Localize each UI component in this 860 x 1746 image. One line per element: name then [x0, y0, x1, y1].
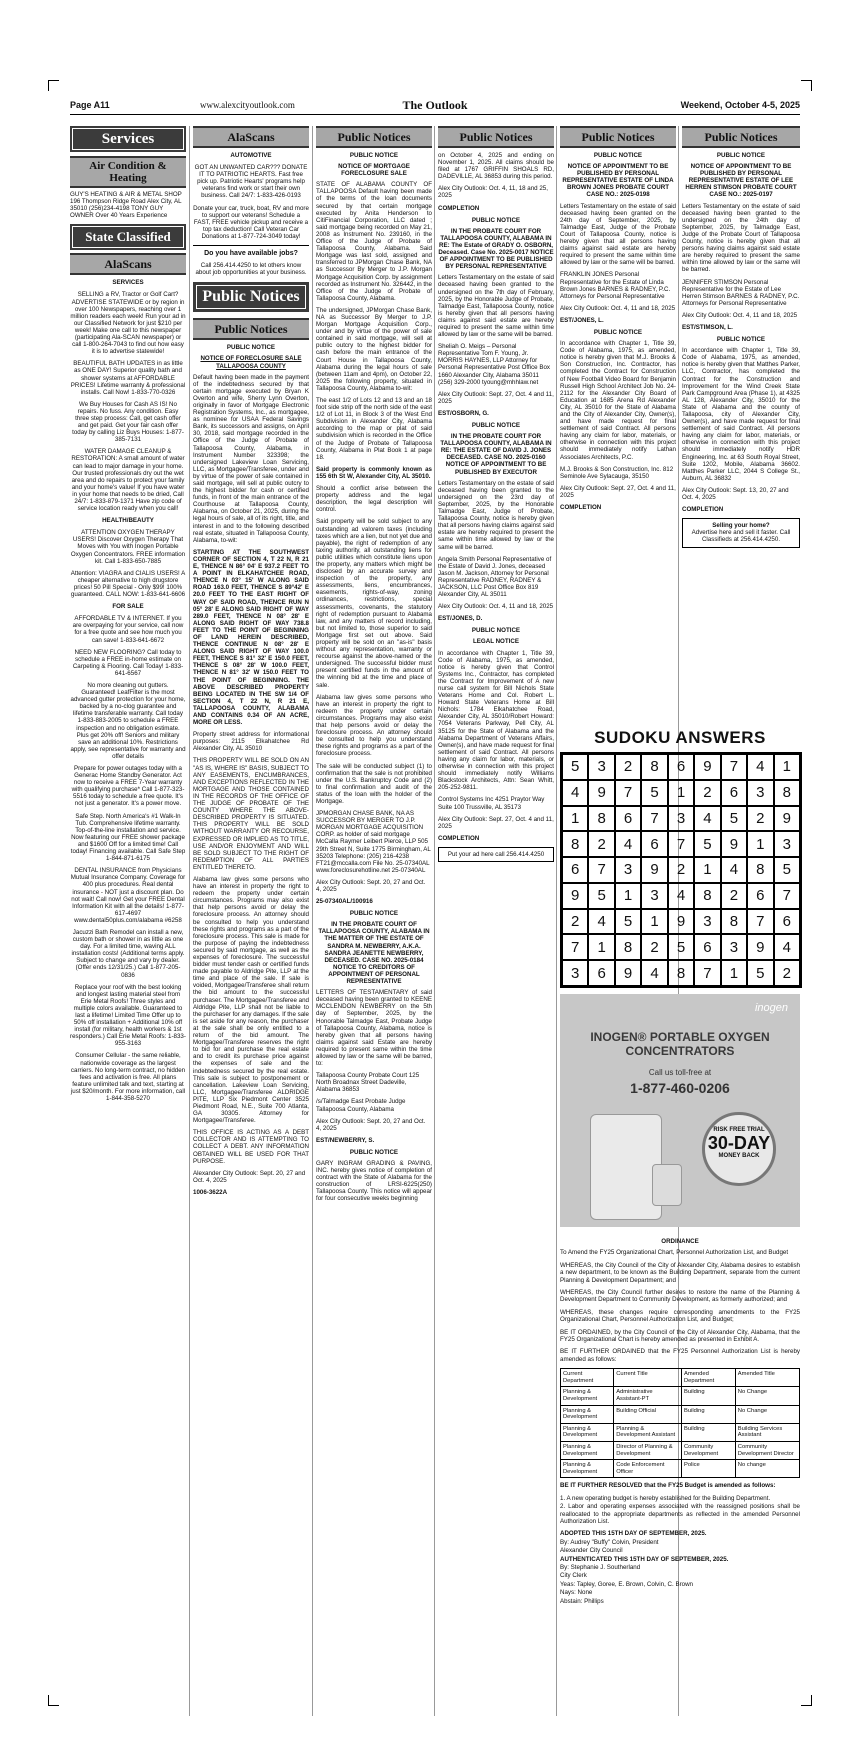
site-url[interactable]: www.alexcityoutlook.com: [200, 100, 295, 110]
sudoku-cell: 6: [615, 806, 641, 832]
table-row: [561, 1405, 800, 1423]
jobs-ad-title: Do you have available jobs?: [204, 250, 298, 258]
sudoku-cell: 7: [641, 806, 667, 832]
classified-ad: Safe Step. North America's #1 Walk-In Tub. Comprehensive lifetime warranty. Top-of-the-line installation and service. Now featuring our FREE shower package and $1600 Off for a limited time! Call today! Financing available. Call Safe Step 1-844-871-6175: [70, 812, 186, 863]
seal-bottom-text: MONEY BACK: [718, 1153, 760, 1159]
public-notices-header: Public Notices: [682, 126, 800, 148]
public-notices-header: Public Notices: [193, 318, 309, 340]
table-header: Amended Department: [681, 1369, 735, 1387]
table-cell: Community Development Director: [735, 1442, 799, 1460]
notice-body: Letters Testamentary on the estate of said deceased having been granted to the undersigned on the 23rd day of September, 2025, by the Honorable Talmadge East, Judge of Probate, Tallapoosa County, notice is hereby given that all persons having claims against said estate are hereby required to present the same within time allowed by law or the same will be barred.: [438, 479, 554, 551]
classified-ad: ATTENTION OXYGEN THERAPY USERS! Discover Oxygen Therapy That Moves with You with Inogen Portable Oxygen Concentrators. FREE information kit. Call 1-833-650-7885: [70, 529, 186, 565]
section-label: AUTOMOTIVE: [230, 152, 272, 159]
notice-label: PUBLIC NOTICE: [349, 910, 399, 918]
ordinance-text: WHEREAS, these changes require corresponding amendments to the FY25 Organizational Chart, Personnel Authorization List, and Budget;: [560, 1308, 800, 1324]
sudoku-cell: 4: [747, 754, 773, 780]
notice-title: NOTICE OF MORTGAGE FORECLOSURE SALE: [338, 163, 410, 178]
seal-top-text: RISK FREE TRIAL: [713, 1127, 765, 1133]
notice-title: NOTICE OF APPOINTMENT TO BE PUBLISHED BY PERSONAL REPRESENTATIVE ESTATE OF LINDA BROWN JONES PROBATE COURT CASE NO.: 2025-0198: [562, 163, 674, 199]
notice-body: In accordance with Chapter 1, Title 39, Code of Alabama, 1975, as amended, notice is hereby given that M.J. Brooks & Son Construction, Inc. Contractor, has completed the Contract for Construction of New Football Video Board for Benjamin Russell High School Architect Job No. 24-2112 for the Alexander City Board of Education at 1685 Arena Rd Alexander City, AL 35010 for the State of Alabama and the City of Alexander City, Owner(s), and have made request for final settlement of said Contract. All persons having any claim for labor, materials, or otherwise in connection with this project should immediately notify Lathan Associates Architects, P.C.: [560, 340, 676, 461]
notice-title: NOTICE OF APPOINTMENT TO BE PUBLISHED BY PERSONAL REPRESENTATIVE ESTATE OF LEE HERREN STIMSON PROBATE COURT CASE NO.: 2025-0197: [685, 163, 797, 199]
crop-mark-bottom-left: [48, 1695, 59, 1706]
classified-ad: DENTAL INSURANCE from Physicians Mutual Insurance Company. Coverage for 400 plus procedures. Real dental insurance - NOT just a discount plan. Do not wait! Call now! Get your FREE Dental Information Kit with all the details! 1-877-617-4697 www.dental50plus.com/alabama #6258: [70, 867, 186, 924]
publication-dates: Alex City Outlook: Sept. 13, 20, 27 and Oct. 4, 2025: [682, 486, 789, 502]
column-rule: [189, 126, 190, 1716]
sudoku-cell: 1: [668, 780, 694, 806]
table-cell: Planning & Development Assistant: [614, 1423, 682, 1441]
crop-mark-bottom-right: [801, 1695, 812, 1706]
notice-id: COMPLETION: [438, 834, 480, 842]
sudoku-cell: 6: [774, 909, 800, 935]
sudoku-cell: 4: [721, 857, 747, 883]
legal-description: STARTING AT THE SOUTHWEST CORNER OF SECTION 4, T 22 N, R 21 E, THENCE N 86° 04' E 937.2 FEET TO A POINT IN ELKAHATCHEE ROAD, THENCE N 03° 15' W ALONG SAID ROAD 163.0 FEET, THENCE S 89°42' E 20.0 FEET TO THE EAST RIGHT OF WAY OF SAID ROAD, THENCE RUN N 05° 28' E ALONG SAID RIGHT OF WAY 289.0 FEET, THENCE N 08° 28' E ALONG SAID RIGHT OF WAY 738.8 FEET TO THE POINT OF BEGINNING OF LAND HEREIN DESCRIBED, THENCE CONTINUE N 08° 28' E ALONG SAID RIGHT OF WAY 100.0 FEET, THENCE S 81° 32' E 150.0 FEET, THENCE S 08° 28' W 100.0 FEET, THENCE N 81° 32' W 150.0 FEET TO THE POINT OF BEGINNING. THE ABOVE DESCRIBED PROPERTY BEING LOCATED IN THE SW 1/4 OF SECTION 4, T 22 N, R 21 E, TALLAPOOSA COUNTY, ALABAMA AND CONTAINS 0.34 OF AN ACRE, MORE OR LESS.: [193, 548, 309, 727]
jobs-ad-text: Call 256.414.4250 to let others know about job opportunities at your business.: [195, 262, 307, 277]
notice-body: Sheliah O. Meigs – Personal Representative Tom F. Young, Jr. MORRIS HAYNES, LLP Attorney for Personal Representative Post Office Box 1660 Alexander City, Alabama 35011 (256) 329-2000 tyoung@mhhlaw.net: [438, 343, 551, 386]
ordinance-text: BE IT FURTHER RESOLVED that the FY25 Budget is amended as follows:: [560, 1482, 776, 1490]
sudoku-cell: 5: [747, 960, 773, 986]
sudoku-cell: 5: [641, 780, 667, 806]
divider: [193, 245, 309, 246]
sudoku-cell: 5: [694, 831, 720, 857]
notice-body: Said property will be sold subject to any outstanding ad valorem taxes (including taxes which are a lien, but not yet due and payable), the right of redemption of any taxing authority, all outstanding liens for public utilities which constitute liens upon the property, any matters which might be disclosed by an accurate survey and inspection of the property, any assessments, liens, encumbrances, easements, rights-of-way, zoning ordinances, restrictions, special assessments, covenants, the statutory right of redemption pursuant to Alabama law, and any matters of record including, but not limited to, those superior to said Mortgage first set out above. Said property will be sold on an "as-is" basis without any representation, warranty or recourse against the above-named or the undersigned. The successful bidder must present certified funds in the amount of the winning bid at the time and place of sale.: [316, 518, 432, 689]
sudoku-cell: 8: [694, 883, 720, 909]
ordinance-text: ADOPTED THIS 15TH DAY OF SEPTEMBER, 2025.: [560, 1530, 707, 1538]
notice-label: PUBLIC NOTICE: [716, 152, 766, 159]
table-row: [561, 1460, 800, 1478]
notice-body: JENNIFER STIMSON Personal Representative for the Estate of Lee Herren Stimson BARNES & RADNEY, P.C. Attorneys for Personal Representative: [682, 278, 800, 307]
masthead: [70, 98, 800, 115]
sudoku-cell: 6: [588, 960, 614, 986]
page-number: Page A11: [70, 100, 110, 110]
sudoku-title: SUDOKU ANSWERS: [594, 728, 766, 747]
notice-body: Tallapoosa County Probate Court 125 North Broadnax Street Dadeville, Alabama 36853: [316, 1072, 420, 1094]
sudoku-cell: 1: [562, 806, 588, 832]
inogen-logo: inogen: [754, 1002, 788, 1014]
notice-body: Should a conflict arise between the property address and the legal description, the legal description will control.: [316, 485, 432, 514]
sudoku-cell: 6: [721, 780, 747, 806]
notice-body: /s/Talmadge East Probate Judge Tallapoosa County, Alabama: [316, 1098, 406, 1113]
notice-subtitle: LEGAL NOTICE: [473, 638, 519, 646]
notice-body: Default having been made in the payment of the indebtedness secured by that certain mortgage executed by Bryan K Overton and wife, Sherry Lynn Overton, originally in favor of Mortgage Electronic Registration Systems, Inc., as mortgagee, as nominee for USAA Federal Savings Bank, its successors and assigns, on April 30, 2018, said mortgage recorded in the Office of the Judge of Probate of Tallapoosa County, Alabama, in Instrument Number 323398; the undersigned Lakeview Loan Servicing, LLC, as Mortgagee/Transferee, under and by virtue of the power of sale contained in said mortgage, will sell at public outcry to the highest bidder for cash or certified funds, in front of the main entrance of the Courthouse at Tallapoosa County, Alabama, on October 21, 2025, during the legal hours of sale, all of its right, title, and interest in and to the following described real estate, situated in Tallapoosa County, Alabama, to-wit:: [193, 373, 309, 544]
oxygen-concentrator-icon: [652, 1164, 682, 1206]
table-header-row: [561, 1369, 800, 1387]
notice-title: IN THE PROBATE COURT FOR TALLAPOOSA COUNTY, ALABAMA IN RE: The Estate of GRADY O. OSBORN, Deceased. Case No. 2025-0017 NOTICE OF APPOINTMENT TO BE PUBLISHED BY PERSONAL REPRESENTATIVE: [438, 227, 554, 271]
ad-call-text: Call us toll-free at: [648, 1068, 712, 1077]
table-cell: Director of Planning & Development: [614, 1442, 682, 1460]
crop-mark-top-right: [801, 80, 812, 91]
notice-body: JPMORGAN CHASE BANK, NA AS SUCCESSOR BY MERGER TO J.P. MORGAN MORTGAGE ACQUISITION CORP. as holder of said mortgage McCalla Raymer Leibert Pierce, LLP 505 29th Street N, Suite 1775 Birmingham, AL 35203 Telephone: (205) 216-4238 FT21@mccalla.com File No. 25-07340AL www.foreclosurehotline.net 25-07340AL: [316, 810, 431, 874]
table-header: Amended Title: [735, 1369, 799, 1387]
section-label: SERVICES: [112, 279, 144, 287]
table-header: Current Title: [614, 1369, 682, 1387]
column-notices-4: [438, 126, 554, 1716]
ordinance-text: To Amend the FY25 Organizational Chart, Personnel Authorization List, and Budget: [560, 1249, 789, 1257]
publication-dates: Alex City Outlook: Sept. 27, Oct. 4 and 11, 2025: [438, 390, 554, 405]
ordinance-text: City Clerk: [560, 1572, 587, 1580]
sudoku-cell: 3: [668, 806, 694, 832]
sudoku-cell: 7: [615, 780, 641, 806]
sudoku-cell: 7: [694, 960, 720, 986]
alascans-header: AlaScans: [70, 253, 186, 275]
classified-ad: NEED NEW FLOORING? Call today to schedule a FREE in-home estimate on Carpeting & Flooring. Call Today! 1-833-641-6567: [72, 648, 184, 677]
classified-ad: Prepare for power outages today with a Generac Home Standby Generator. Act now to receive a FREE 7-Year warranty with qualifying purchase* Call 1-877-323-5516 today to schedule a free quote. It's not just a generator. It's a power move.: [71, 765, 185, 808]
notice-title: IN THE PROBATE COURT FOR TALLAPOOSA COUNTY, ALABAMA IN RE: THE ESTATE OF DAVID J. JONES DECEASED. CASE NO. 2025-0160 NOTICE OF APPOINTMENT TO BE PUBLISHED BY EXECUTOR: [440, 433, 552, 476]
notice-body: Angela Smith Personal Representative of the Estate of David J. Jones, deceased Jason M. Jackson, Attorney for Personal Representative RADNEY, RADNEY & JACKSON, LLC Post Office Box 819 Alexander City, AL 35011: [438, 555, 552, 599]
debt-collector-clause: THIS OFFICE IS ACTING AS A DEBT COLLECTOR AND IS ATTEMPTING TO COLLECT A DEBT. ANY INFORMATION OBTAINED WILL BE USED FOR THAT PURPOSE.: [193, 1129, 309, 1165]
notice-body: The sale will be conducted subject (1) to confirmation that the sale is not prohibited under the U.S. Bankruptcy Code and (2) to final confirmation and audit of the status of the loan with the holder of the Mortgage.: [316, 762, 432, 805]
notice-title: NOTICE OF FORECLOSURE SALE TALLAPOOSA COUNTY: [200, 355, 302, 370]
notice-id: COMPLETION: [438, 204, 480, 212]
sudoku-cell: 3: [615, 857, 641, 883]
sudoku-cell: 7: [668, 831, 694, 857]
sudoku-cell: 6: [668, 754, 694, 780]
classified-ad: BEAUTIFUL BATH UPDATES in as little as ONE DAY! Superior quality bath and shower systems at AFFORDABLE PRICES! Lifetime warranty & professional installs. Call Now! 1-833-770-0326: [70, 360, 186, 396]
notice-label: PUBLIC NOTICE: [349, 1148, 399, 1156]
notice-body: on October 4, 2025 and ending on November 1, 2025. All claims should be filed at 1767 GRIFFIN SHOALS RD, DADEVILLE, AL 36853 during this period.: [438, 152, 554, 181]
table-cell: Community Development: [681, 1442, 735, 1460]
sudoku-cell: 8: [562, 831, 588, 857]
sudoku-cell: 7: [774, 883, 800, 909]
issue-date: Weekend, October 4-5, 2025: [680, 100, 800, 110]
trial-seal-icon: [702, 1112, 776, 1186]
publication-dates: Alex City Outlook: Sept. 20, 27 and Oct. 4, 2025: [316, 878, 426, 893]
classified-ad: AFFORDABLE TV & INTERNET. If you are overpaying for your service, call now for a free quote and see how much you can save! 1-833-641-6672: [72, 615, 184, 644]
notice-id: COMPLETION: [560, 504, 602, 512]
notice-title: IN THE PROBATE COURT OF TALLAPOOSA COUNTY, ALABAMA IN THE MATTER OF THE ESTATE OF SANDRA M. NEWBERRY, A.K.A. SANDRA JEANETTE NEWBERRY, DECEASED. CASE NO. 2025-0184 NOTICE TO CREDITORS OF APPOINTMENT OF PERSONAL REPRESENTATIVE: [318, 921, 430, 986]
column-alascans-foreclosure: [193, 126, 309, 1716]
selling-home-text: Advertise here and sell it faster. Call Classifieds at 256.414.4250.: [691, 529, 791, 544]
table-cell: No Change: [735, 1405, 799, 1423]
sudoku-cell: 8: [668, 960, 694, 986]
notice-body: Letters Testamentary on the estate of said deceased having been granted to the undersigned on the 7th day of February, 2025, by the Honorable Judge of Probate, Talmadge East, Tallapoosa County, notice is hereby given that all persons having claims against said estate are hereby required to present the same within time allowed by law or the same will be barred.: [438, 274, 554, 339]
sudoku-cell: 9: [588, 780, 614, 806]
notice-id: EST/JONES, D.: [438, 615, 483, 623]
sudoku-cell: 8: [721, 909, 747, 935]
sudoku-cell: 2: [562, 909, 588, 935]
sudoku-cell: 8: [747, 857, 773, 883]
sudoku-cell: 6: [694, 934, 720, 960]
sudoku-cell: 9: [774, 806, 800, 832]
table-cell: Building: [681, 1405, 735, 1423]
paper-name: The Outlook: [402, 98, 468, 112]
sudoku-cell: 3: [562, 960, 588, 986]
classified-ad: Consumer Cellular - the same reliable, nationwide coverage as the largest carriers. No long-term contract, no hidden fees and activation is free. All plans feature unlimited talk and text, starting at just $20/month. For more information, call 1-844-358-5270: [70, 1052, 186, 1103]
notice-body: In accordance with Chapter 1, Title 39, Code of Alabama, 1975, as amended, notice is hereby given that Matthes Parker, LLC, Contractor, has completed the Contract for the Construction and Improvement for the Wind Creek State Park Campground Area (Phase 1), at 4325 AL 128, Alexander City, 35010 for the State of Alabama and the county of Tallapoosa, city of Alexander City, Owner(s), and have made request for final settlement of said Contract. All persons having any claim for labor, materials, or otherwise in connection with this project should immediately notify HDR Engineering, Inc. at 63 South Royal Street, Suite 1202, Mobile, Alabama 36602. Matthes Parker LLC, 2044 S College St., Auburn, AL 36832: [682, 347, 800, 482]
ad-headline: INOGEN® PORTABLE OXYGEN CONCENTRATORS: [590, 1030, 770, 1058]
notice-id: EST/NEWBERRY, S.: [316, 1136, 375, 1144]
sudoku-cell: 4: [641, 960, 667, 986]
table-cell: Planning & Development: [561, 1442, 614, 1460]
sudoku-cell: 3: [721, 934, 747, 960]
sudoku-cell: 8: [641, 754, 667, 780]
ordinance-text: WHEREAS, the City Council further desires to restore the name of the Planning & Development Department to Community Development, as formerly authorized; and: [560, 1289, 800, 1304]
ordinance-text: By: Stephanie J. Southerland: [560, 1564, 641, 1572]
sudoku-cell: 7: [588, 857, 614, 883]
sudoku-cell: 1: [615, 883, 641, 909]
column-notices-3: [316, 126, 432, 1716]
publication-dates: Alex City Outlook: Oct. 4, 11 and 18, 2025: [682, 311, 798, 319]
ordinance-text: BE IT ORDAINED, by the City Council of the City of Alexander City, Alabama, that the FY25 Organizational Chart is hereby amended as presented in Exhibit A.: [560, 1328, 800, 1344]
ordinance-text: 2. Labor and operating expenses associated with the reassigned positions shall be reallocated to the appropriate departments as reflected in the amended Personnel Authorization List.: [560, 1503, 800, 1526]
table-cell: Planning & Development: [561, 1460, 614, 1478]
sudoku-cell: 2: [668, 857, 694, 883]
sudoku-cell: 2: [774, 960, 800, 986]
table-cell: Building: [681, 1423, 735, 1441]
public-notices-header: Public Notices: [316, 126, 432, 148]
classified-ad: WATER DAMAGE CLEANUP & RESTORATION: A small amount of water can lead to major damage in your home. Our trusted professionals dry out the wet area and do repairs to protect your family and your home's value! If you have water in your home that needs to be dried, Call 24/7: 1-833-879-1371 Have zip code of service location ready when you call!: [71, 448, 185, 513]
column-notices-6: [682, 126, 800, 716]
table-cell: No change: [735, 1460, 799, 1478]
notice-body: GARY INGRAM GRADING & PAVING, INC. hereby gives notice of completion of contract with the State of Alabama for the construction of LRSI-6225(250) Tallapoosa County. This notice will appear for four consecutive weeks beginning: [316, 1160, 432, 1203]
classified-ad: GOT AN UNWANTED CAR??? DONATE IT TO PATRIOTIC HEARTS. Fast free pick up. Patriotic Hearts' programs help veterans find work or start their own business. Call 24/7: 1-833-426-0193: [194, 164, 308, 200]
as-is-clause: THIS PROPERTY WILL BE SOLD ON AN "AS IS, WHERE IS" BASIS, SUBJECT TO ANY EASEMENTS, ENCUMBRANCES, AND EXCEPTIONS REFLECTED IN THE MORTGAGE AND THOSE CONTAINED IN THE RECORDS OF THE OFFICE OF THE JUDGE OF PROBATE OF THE COUNTY WHERE THE ABOVE-DESCRIBED PROPERTY IS SITUATED. THIS PROPERTY WILL BE SOLD WITHOUT WARRANTY OR RECOURSE, EXPRESSED OR IMPLIED AS TO TITLE, USE AND/OR ENJOYMENT AND WILL BE SOLD SUBJECT TO THE RIGHT OF REDEMPTION OF ALL PARTIES ENTITLED THERETO.: [193, 757, 309, 871]
sudoku-cell: 4: [562, 780, 588, 806]
sudoku-cell: 7: [747, 909, 773, 935]
notice-id: COMPLETION: [682, 506, 724, 514]
publication-dates: Alex City Outlook: Oct. 4, 11 and 18, 2025: [438, 603, 554, 611]
sudoku-cell: 2: [694, 780, 720, 806]
sudoku-cell: 1: [747, 831, 773, 857]
ordinance-title: ORDINANCE: [661, 1238, 699, 1245]
sudoku-cell: 1: [721, 960, 747, 986]
sudoku-cell: 7: [721, 754, 747, 780]
notice-id: 25-07340AL/100916: [316, 898, 373, 906]
column-rule: [434, 126, 435, 1716]
ordinance-text: Yeas: Tapley, Goree, E. Brown, Colvin, C. Brown: [560, 1580, 693, 1588]
table-cell: Code Enforcement Officer: [614, 1460, 682, 1478]
sudoku-cell: 2: [641, 934, 667, 960]
notice-id: EST/STIMSON, L.: [682, 323, 733, 331]
section-label: HEALTH/BEAUTY: [102, 517, 154, 525]
sudoku-cell: 3: [774, 831, 800, 857]
sudoku-cell: 8: [774, 780, 800, 806]
table-cell: Building Services Assistant: [735, 1423, 799, 1441]
notice-body: M.J. Brooks & Son Construction, Inc. 812 Seminole Ave Sylacauga, 35150: [560, 465, 674, 480]
notice-label: PUBLIC NOTICE: [593, 152, 643, 159]
notice-body: The undersigned, JPMorgan Chase Bank, NA as Successor By Merger to J.P. Morgan Mortgage Acquisition Corp., under and by virtue of the power of sale contained in said mortgage, will sell at public outcry to the highest bidder for cash before the main entrance of the Court House in Tallapoosa County, Alabama during the legal hours of sale (between 11am and 4pm), on October 22, 2025 the following property, situated in Tallapoosa County, Alabama to-wit:: [316, 306, 432, 392]
table-cell: Building Official: [614, 1405, 682, 1423]
publication-dates: Alex City Outlook: Sept. 20, 27 and Oct. 4, 2025: [316, 1117, 426, 1132]
notice-body: Letters Testamentary on the estate of said deceased having been granted to the undersigned on the 24th day of September, 2025, by Talmadge East, Judge of the Probate Court of Tallapoosa County, notice is hereby given that all persons having claims against said estate are hereby required to present the same within time allowed by law or the same will be barred.: [682, 202, 800, 274]
sudoku-cell: 3: [694, 909, 720, 935]
sudoku-cell: 7: [562, 934, 588, 960]
publication-dates: Alex City Outlook: Oct. 4, 11, 18 and 25, 2025: [438, 185, 548, 200]
table-cell: Administrative Assistant-PT: [614, 1387, 682, 1405]
sudoku-cell: 6: [562, 857, 588, 883]
table-cell: Police: [681, 1460, 735, 1478]
sudoku-cell: 6: [747, 883, 773, 909]
column-rule: [556, 126, 557, 1716]
alascans-header: AlaScans: [193, 126, 309, 148]
sudoku-cell: 5: [774, 857, 800, 883]
sudoku-cell: 1: [694, 857, 720, 883]
sudoku-cell: 4: [668, 883, 694, 909]
selling-home-box: [682, 518, 800, 547]
classified-ad: Jacuzzi Bath Remodel can install a new, custom bath or shower in as little as one day. For a limited time, waving ALL installation costs! (Additional terms apply. Subject to change and vary by dealer. (Offer ends 12/31/25.) Call 1-877-205-0836: [71, 928, 185, 979]
sudoku-cell: 9: [694, 754, 720, 780]
table-cell: Planning & Development: [561, 1405, 614, 1423]
ordinance-text: BE IT FURTHER ORDAINED that the FY25 Personnel Authorization List is hereby amended as follows:: [560, 1348, 800, 1363]
notice-body: FRANKLIN JONES Personal Representative for the Estate of Linda Brown Jones BARNES & RADNEY, P.C. Attorneys for Personal Representative: [560, 271, 671, 300]
classified-ad: We Buy Houses for Cash AS IS! No repairs. No fuss. Any condition. Easy three step process: Call, get cash offer and get paid. Get your fair cash offer today by calling Liz Buys Houses: 1-877-385-7131: [72, 400, 184, 444]
sudoku-cell: 5: [721, 806, 747, 832]
classified-ad: No more cleaning out gutters. Guaranteed! LeafFilter is the most advanced gutter protection for your home, backed by a no-clog guarantee and lifetime transferable warranty. Call today 1-833-883-2005 to schedule a FREE inspection and no obligation estimate. Plus get 20% off! Seniors and military save an additional 10%. Restrictions apply, see representative for warranty and offer details: [70, 681, 186, 760]
notice-label: PUBLIC NOTICE: [226, 344, 276, 352]
column-rule: [312, 126, 313, 1716]
sudoku-cell: 5: [562, 754, 588, 780]
sudoku-cell: 8: [615, 934, 641, 960]
classified-ad: Donate your car, truck, boat, RV and more to support our veterans! Schedule a FAST, FREE vehicle pickup and receive a top tax deduction! Call Veteran Car Donations at 1-877-724-3049 today!: [193, 204, 309, 240]
sudoku-cell: 5: [668, 934, 694, 960]
public-notices-banner: Public Notices: [193, 282, 309, 312]
notice-body: Said property is commonly known as 155 6th St W, Alexander City, AL 35010.: [316, 465, 432, 480]
ordinance-text: Abstain: Phillips: [560, 1597, 604, 1605]
notice-label: PUBLIC NOTICE: [716, 336, 766, 344]
classified-ad: Attention: VIAGRA and CIALIS USERS! A cheaper alternative to high drugstore prices! 50 Pill Special - Only $99! 100% guaranteed. CALL NOW: 1-833-641-6606: [70, 569, 186, 599]
table-cell: Planning & Development: [561, 1423, 614, 1441]
sudoku-cell: 1: [774, 754, 800, 780]
ordinance-text: WHEREAS, the City Council of the City of Alexander City, Alabama desires to establish a new department, to be known as the Building Department, separate from the current Planning & Development Department; and: [560, 1261, 800, 1284]
notice-body: Control Systems Inc 4251 Praytor Way Suite 100 Trussville, AL 35173: [438, 796, 545, 811]
notice-label: PUBLIC NOTICE: [593, 328, 643, 336]
inogen-ad: [560, 994, 800, 1227]
property-address: Property street address for informational purposes: 2115 Elkahatchee Rd Alexander City, AL 35010: [193, 731, 309, 753]
personnel-table: [560, 1368, 800, 1478]
table-cell: No Change: [735, 1387, 799, 1405]
table-cell: Building: [681, 1387, 735, 1405]
publication-dates: Alex City Outlook: Sept. 27, Oct. 4 and 11, 2025: [560, 484, 676, 499]
notice-label: PUBLIC NOTICE: [471, 216, 521, 224]
sudoku-cell: 6: [641, 831, 667, 857]
ordinance-notice: [560, 1236, 800, 1706]
ordinance-text: By: Audrey "Buffy" Colvin, President: [560, 1538, 659, 1546]
sudoku-cell: 9: [615, 960, 641, 986]
table-cell: Planning & Development: [561, 1387, 614, 1405]
sudoku-cell: 9: [721, 831, 747, 857]
sudoku-cell: 4: [694, 806, 720, 832]
ad-phone: 1-877-460-0206: [630, 1080, 730, 1096]
notice-body: STATE OF ALABAMA COUNTY OF TALLAPOOSA Default having been made of the terms of the loan documents secured by that certain mortgage executed by Anita Henderson to CitiFinancial Corporation, LLC dated ; said mortgage being recorded on May 21, 2008 as Instrument No. 239160, in the Office of the Judge of Probate of Tallapoosa County, Alabama. Said Mortgage was last sold, assigned and transferred to JPMorgan Chase Bank, NA as Successor By Merger to J.P. Morgan Mortgage Acquisition Corp. by assignment recorded as Instrument No. 326442, in the Office of the Judge of Probate of Tallapoosa County, Alabama.: [316, 181, 432, 302]
notice-body: The east 1/2 of Lots 12 and 13 and an 18 foot side strip off the north side of the east 1/2 of Lot 11, in Block 3 of the West End Subdivision in Alexander City, Alabama according to the map or plat of said subdivision which is recorded in the Office of the Judge of Probate of Tallapoosa County, Alabama in Plat Book 1 at page 18.: [316, 397, 432, 461]
notice-label: PUBLIC NOTICE: [471, 422, 521, 429]
sudoku-cell: 3: [588, 754, 614, 780]
aircon-ad: GUY'S HEATING & AIR & METAL SHOP 196 Thompson Ridge Road Alex City, AL 35010 (256)234-4198 TONY GUY OWNER Over 40 Years Experience: [70, 191, 182, 220]
notice-body: LETTERS OF TESTAMENTARY of said deceased having been granted to KEENE MCCLENDON NEWBERRY on the 5th day of September, 2025, by the Honorable Talmadge East, Probate Judge of Tallapoosa County, Alabama, notice is hereby given that all persons having claims against said Estate are hereby required to present same within the time allowed by law or the same will be barred, to:: [316, 989, 432, 1068]
notice-body: Letters Testamentary on the estate of said deceased having been granted on the 24th day of September, 2025, by Talmadge East, Judge of the Probate Court of Tallapoosa County, notice is hereby given that all persons having claims against said estate are hereby required to present the same within time allowed by law or the same will be barred.: [560, 202, 676, 267]
sudoku-cell: 1: [588, 934, 614, 960]
sudoku-grid: [560, 752, 802, 988]
notice-label: PUBLIC NOTICE: [471, 627, 521, 635]
selling-home-title: Selling your home?: [712, 522, 770, 530]
sudoku-cell: 3: [747, 780, 773, 806]
ordinance-text: Alexander City Council: [560, 1547, 623, 1555]
crop-mark-top-left: [48, 80, 59, 91]
section-label: FOR SALE: [112, 603, 144, 611]
column-classifieds: [70, 126, 186, 1716]
notice-id: EST/JONES, L.: [560, 316, 604, 324]
classified-ad: Replace your roof with the best looking and longest lasting material steel from Erie Metal Roofs! Three styles and multiple colors available. Guaranteed to last a lifetime! Limited Time Offer up to 50% off installation + Additional 10% off install (for military, health workers & 1st responders.) Call Erie Metal Roofs: 1-833-955-3163: [70, 983, 186, 1048]
sudoku-cell: 9: [562, 883, 588, 909]
seal-mid-text: 30-DAY: [707, 1133, 771, 1153]
sudoku-cell: 3: [641, 883, 667, 909]
sudoku-cell: 4: [615, 831, 641, 857]
sudoku-section: [560, 724, 800, 750]
ordinance-text: AUTHENTICATED THIS 15TH DAY OF SEPTEMBER, 2025.: [560, 1555, 729, 1563]
aircon-header: Air Condition & Heating: [70, 156, 186, 188]
sudoku-cell: 9: [641, 857, 667, 883]
state-classified-header: State Classified: [70, 224, 186, 250]
table-header: Current Department: [561, 1369, 614, 1387]
sudoku-cell: 8: [588, 806, 614, 832]
sudoku-cell: 2: [615, 754, 641, 780]
ordinance-text: Nays: None: [560, 1589, 593, 1597]
services-header: Services: [70, 126, 186, 152]
sudoku-cell: 9: [668, 909, 694, 935]
sudoku-cell: 2: [747, 806, 773, 832]
publication-dates: Alexander City Outlook: Sept. 20, 27 and Oct. 4, 2025: [193, 1169, 306, 1184]
notice-body: Alabama law gives some persons who have an interest in property the right to redeem the property under certain circumstances. Programs may also exist that help persons avoid or delay the foreclosure process. An attorney should be consulted to help you understand these rights and programs as a part of the foreclosure process.: [316, 693, 432, 758]
sudoku-cell: 9: [747, 934, 773, 960]
publication-dates: Alex City Outlook: Oct. 4, 11 and 18, 2025: [560, 304, 676, 312]
notice-id: EST/OSBORN, G.: [438, 409, 489, 417]
classified-ad: SELLING a RV, Tractor or Golf Cart? ADVERTISE STATEWIDE or by region in over 100 Newspapers, reaching over 1 million readers each week! Run your ad in our Classified Network for just $210 per week! Make one call to this newspaper (participating Ala-SCAN newspaper) or call 1-800-264-7043 to find out how easy it is to advertise statewide!: [70, 291, 186, 356]
table-row: [561, 1423, 800, 1441]
publication-dates: Alex City Outlook: Sept. 27, Oct. 4 and 11, 2025: [438, 815, 554, 830]
table-row: [561, 1442, 800, 1460]
notice-body: In accordance with Chapter 1, Title 39, Code of Alabama, 1975, as amended, notice is hereby given that Control Systems Inc., Contractor, has completed the Contract for Improvement of A new nurse call system for Bill Nichols State Veterans Home and Col. Robert L. Howard State Veterans Home at Bill Nichols: 1784 Elkahatchee Road, Alexander City, AL 35010/Robert Howard: 7054 Veterans Parkway, Pell City, AL 35125 for the State of Alabama and the Alabama Department of Veterans Affairs, Owner(s), and have made request for final settlement of said Contract. All persons having any claim for labor, materials, or otherwise in connection with this project should immediately notify Williams Blackstock Architects, Attn: Sean Whitt, 205-252-9811.: [438, 649, 554, 792]
public-notices-header: Public Notices: [560, 126, 676, 148]
column-notices-5: [560, 126, 676, 716]
sudoku-cell: 1: [641, 909, 667, 935]
sudoku-cell: 2: [588, 831, 614, 857]
sudoku-cell: 5: [615, 909, 641, 935]
sudoku-cell: 2: [721, 883, 747, 909]
ordinance-text: 1. A new operating budget is hereby established for the Building Department.: [560, 1494, 771, 1502]
sudoku-cell: 5: [588, 883, 614, 909]
notice-id: 1006-3622A: [193, 1188, 228, 1196]
sudoku-cell: 4: [588, 909, 614, 935]
notice-label: PUBLIC NOTICE: [349, 152, 399, 159]
ad-placeholder-box: Put your ad here call 256.414.4250: [438, 847, 554, 862]
public-notices-header: Public Notices: [438, 126, 554, 148]
notice-body: Alabama law gives some persons who have an interest in property the right to redeem the property under certain circumstances. Programs may also exist that help persons avoid or delay the foreclosure process. An attorney should be consulted to help you understand these rights and programs as a part of the foreclosure process. This sale is made for the purpose of paying the indebtedness secured by said mortgage, as well as the expenses of foreclosure. The successful bidder must tender cash or certified funds made payable to Aldridge Pite, LLP at the time and place of the sale. If sale is voided, Mortgagee/Transferee shall return the bid amount to the successful purchaser. The Mortgagee/Transferee and Aldridge Pite, LLP shall not be liable to the purchaser for any damages. If the sale is set aside for any reason, the purchaser at the sale shall be only entitled to a return of the bid amount. The Mortgagee/Transferee reserves the right to bid for and purchase the real estate and to credit its purchase price against the expenses of sale and the indebtedness secured by the real estate. This sale is subject to postponement or cancellation. Lakeview Loan Servicing, LLC, Mortgagee/Transferee ALDRIDGE PITE, LLP Six Piedmont Center 3525 Piedmont Road, N.E., Suite 700 Atlanta, GA 30305. Attorney for Mortgagee/Transferee.: [193, 875, 309, 1125]
sudoku-cell: 4: [774, 934, 800, 960]
table-row: [561, 1387, 800, 1405]
